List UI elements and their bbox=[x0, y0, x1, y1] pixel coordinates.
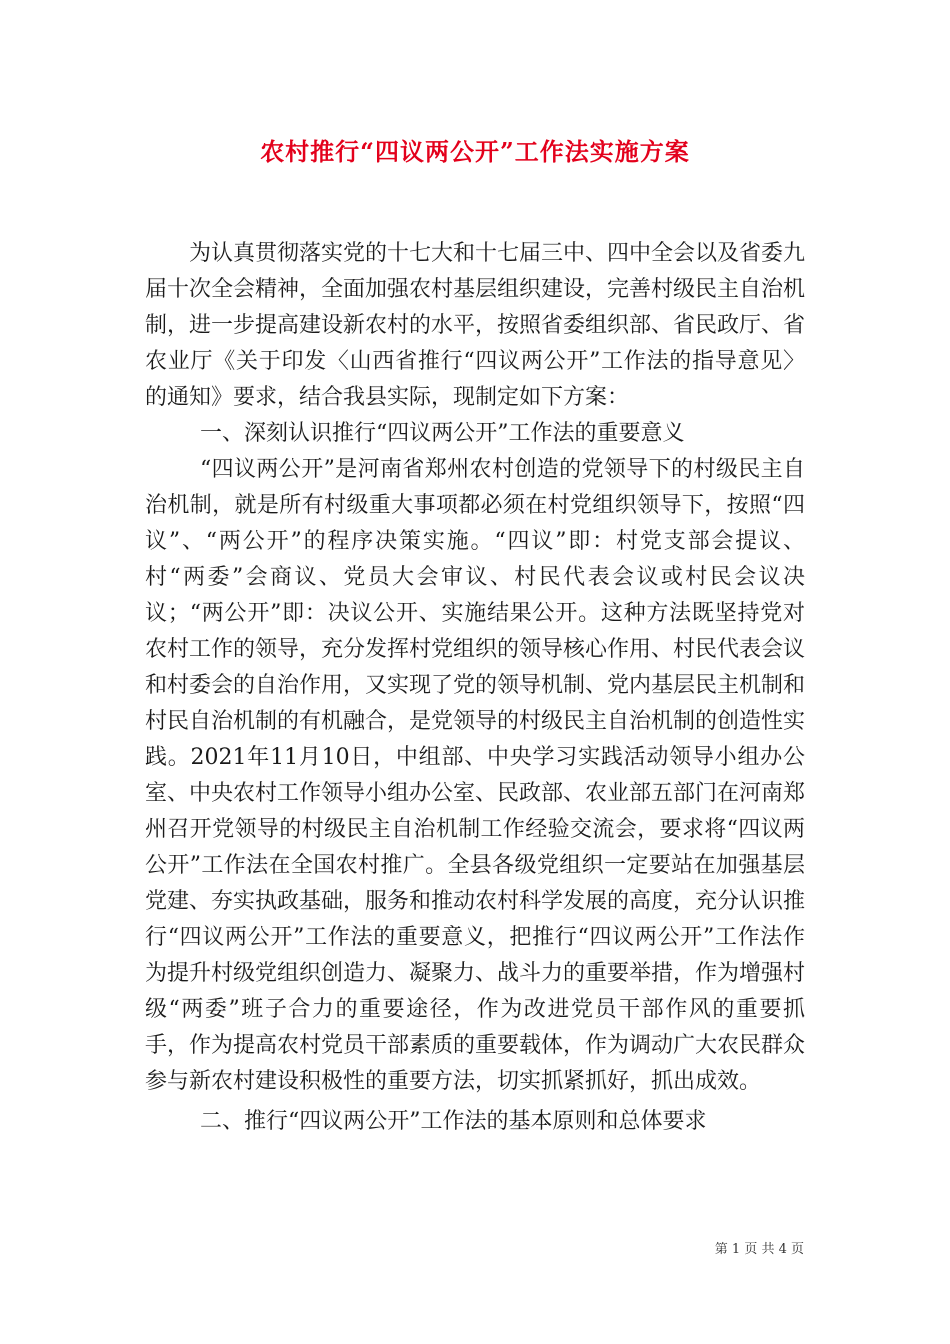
page-number-footer: 第 1 页 共 4 页 bbox=[714, 1242, 804, 1257]
section-1-paragraph: “四议两公开”是河南省郑州农村创造的党领导下的村级民主自治机制，就是所有村级重大事项都必须在村党组织领导下，按照“四议”、“两公开”的程序决策实施。“四议”即：村党支部会提议、村“两委”会商议、党员大会审议、村民代表会议或村民会议决议；“两公开”即：决议公开、实施结果公开。这种方法既坚持党对农村工作的领导，充分发挥村党组织的领导核心作用、村民代表会议和村委会的自治作用，又实现了党的领导机制、党内基层民主机制和村民自治机制的有机融合，是党领导的村级民主自治机制的创造性实践。2021年11月10日，中组部、中央学习实践活动领导小组办公室、中央农村工作领导小组办公室、民政部、农业部五部门在河南郑州召开党领导的村级民主自治机制工作经验交流会，要求将“四议两公开”工作法在全国农村推广。全县各级党组织一定要站在加强基层党建、夯实执政基础，服务和推动农村科学发展的高度，充分认识推行“四议两公开”工作法的重要意义，把推行“四议两公开”工作法作为提升村级党组织创造力、凝聚力、战斗力的重要举措，作为增强村级“两委”班子合力的重要途径，作为改进党员干部作风的重要抓手，作为提高农村党员干部素质的重要载体，作为调动广大农民群众参与新农村建设积极性的重要方法，切实抓紧抓好，抓出成效。 bbox=[145, 457, 806, 1094]
document-body bbox=[145, 236, 805, 1140]
section-heading-1: 一、深刻认识推行“四议两公开”工作法的重要意义 bbox=[200, 421, 685, 446]
intro-paragraph: 为认真贯彻落实党的十七大和十七届三中、四中全会以及省委九届十次全会精神，全面加强农村基层组织建设，完善村级民主自治机制，进一步提高建设新农村的水平，按照省委组织部、省民政厅、省农业厅《关于印发〈山西省推行“四议两公开”工作法的指导意见〉的通知》要求，结合我县实际，现制定如下方案： bbox=[145, 241, 806, 410]
section-heading-2: 二、推行“四议两公开”工作法的基本原则和总体要求 bbox=[200, 1109, 707, 1134]
document-title: 农村推行“四议两公开”工作法实施方案 bbox=[260, 137, 690, 166]
